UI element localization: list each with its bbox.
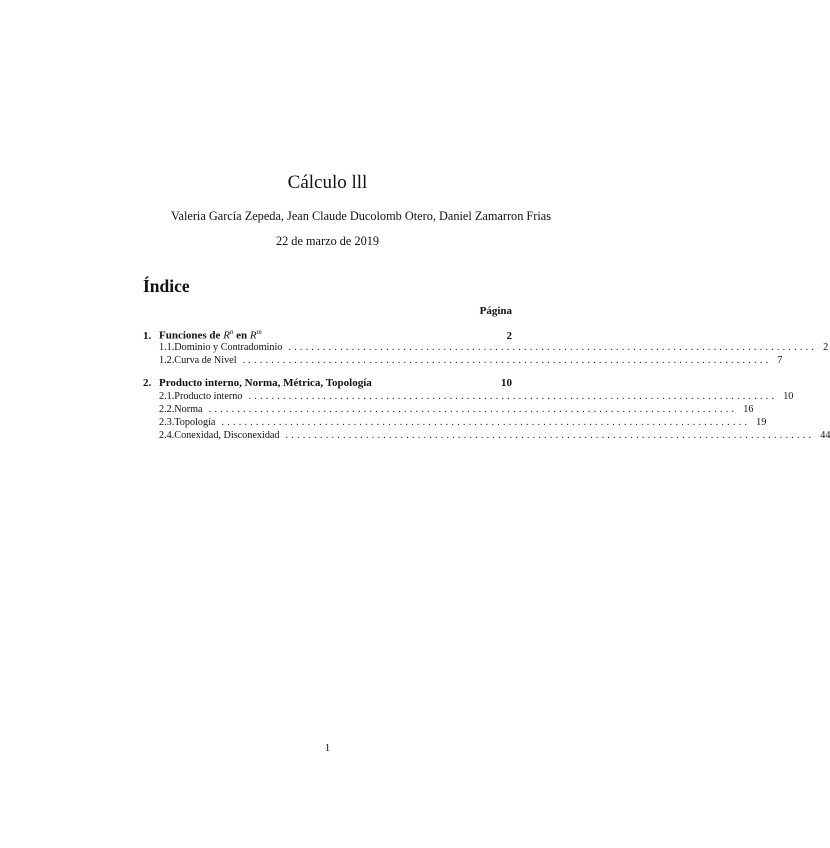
toc-dot-leader: ............................................................................................ — [221, 417, 751, 428]
toc-section-number: 2. — [143, 377, 152, 389]
toc-dot-leader: ............................................................................................ — [285, 430, 815, 441]
toc-dot-leader: ............................................................................................ — [242, 355, 772, 366]
toc-subsection-2-3[interactable] — [143, 417, 767, 428]
toc-subsection-title: Norma — [174, 404, 203, 415]
toc-section-1[interactable] — [143, 328, 512, 342]
toc-subsection-title: Curva de Nivel — [174, 355, 237, 366]
toc-subsection-1-2[interactable] — [143, 355, 783, 366]
toc-heading: Índice — [143, 276, 190, 296]
toc-page-number: 16 — [743, 404, 754, 415]
math-symbol: R — [223, 329, 230, 342]
toc-section-number: 1. — [143, 329, 152, 342]
document-authors: Valeria García Zepeda, Jean Claude Ducolomb Otero, Daniel Zamarron Frias — [170, 209, 552, 223]
toc-subsection-1-1[interactable] — [143, 342, 829, 353]
toc-dot-leader: ............................................................................................ — [288, 342, 818, 353]
toc-subsection-number: 2.1. — [159, 391, 175, 402]
toc-section-title: Producto interno, Norma, Métrica, Topología — [159, 377, 372, 389]
toc-subsection-number: 2.3. — [159, 417, 175, 428]
toc-subsection-title: Dominio y Contradominio — [174, 342, 283, 353]
toc-subsection-number: 1.1. — [159, 342, 175, 353]
document-date: 22 de marzo de 2019 — [275, 234, 380, 248]
document-title: Cálculo lll — [287, 172, 368, 193]
toc-page-number: 2 — [823, 342, 829, 353]
page-number: 1 — [324, 742, 331, 754]
math-symbol: R — [249, 329, 257, 342]
toc-page-number: 19 — [756, 417, 767, 428]
toc-title-text: en — [233, 329, 250, 342]
toc-subsection-2-2[interactable] — [143, 404, 754, 415]
toc-subsection-title: Producto interno — [174, 391, 243, 402]
toc-subsection-number: 2.4. — [159, 430, 175, 441]
toc-page-number: 7 — [777, 355, 783, 366]
toc-subsection-number: 2.2. — [159, 404, 175, 415]
toc-section-title — [159, 328, 262, 342]
toc-page-number: 10 — [501, 377, 512, 389]
toc-subsection-title: Conexidad, Disconexidad — [174, 430, 280, 441]
toc-dot-leader: ............................................................................................ — [208, 404, 738, 415]
toc-subsection-2-1[interactable] — [143, 391, 794, 402]
toc-page-column-label: Página — [479, 305, 512, 317]
toc-page-number: 10 — [783, 391, 794, 402]
toc-page-number: 2 — [506, 329, 512, 342]
toc-subsection-2-4[interactable] — [143, 430, 830, 441]
toc-dot-leader: ............................................................................................ — [248, 391, 778, 402]
toc-section-2[interactable] — [143, 377, 512, 389]
math-superscript: m — [256, 328, 262, 336]
toc-subsection-title: Topología — [174, 417, 216, 428]
math-superscript: n — [229, 328, 234, 336]
toc-page-number: 44 — [820, 430, 830, 441]
toc-title-text: Funciones de — [159, 329, 224, 342]
toc-subsection-number: 1.2. — [159, 355, 175, 366]
